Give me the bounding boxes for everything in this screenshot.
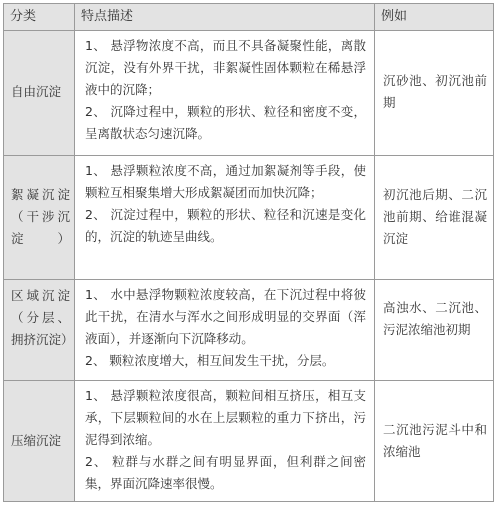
header-category: 分类 <box>4 4 75 30</box>
category-cell <box>4 31 75 155</box>
header-example: 例如 <box>375 4 493 30</box>
category-cell <box>4 280 75 380</box>
data-table <box>3 3 494 502</box>
description-point: 2、 粒群与水群之间有明显界面，但利群之间密集，界面沉降速率很慢。 <box>85 454 366 491</box>
description-text <box>85 385 366 495</box>
category-label: 压缩沉淀 <box>11 433 62 448</box>
example-text: 二沉池污泥斗中和浓缩池 <box>383 422 487 459</box>
description-text <box>85 35 366 145</box>
table-row <box>4 156 493 280</box>
category-cell <box>4 381 75 501</box>
example-text: 高浊水、二沉池、污泥浓缩池初期 <box>383 300 487 337</box>
example-cell <box>375 280 493 380</box>
header-description: 特点描述 <box>75 4 375 30</box>
example-text: 初沉池后期、二沉池前期、给谁混凝沉淀 <box>383 187 487 246</box>
description-point: 2、 颗粒浓度增大，相互间发生干扰，分层。 <box>85 353 335 368</box>
description-cell <box>75 381 375 501</box>
example-cell <box>375 156 493 279</box>
table-header-row <box>4 4 493 31</box>
example-text: 沉砂池、初沉池前期 <box>383 73 487 110</box>
description-point: 2、 沉淀过程中，颗粒的形状、粒径和沉速是变化的，沉淀的轨迹呈曲线。 <box>85 207 366 244</box>
category-label: 自由沉淀 <box>11 84 62 99</box>
description-cell <box>75 156 375 279</box>
category-label: 区域沉淀（分层、拥挤沉淀） <box>11 288 74 347</box>
category-cell <box>4 156 75 279</box>
description-text <box>85 284 366 372</box>
example-cell <box>375 381 493 501</box>
description-cell <box>75 31 375 155</box>
table-row <box>4 381 493 501</box>
description-cell <box>75 280 375 380</box>
description-point: 2、 沉降过程中，颗粒的形状、粒径和密度不变，呈离散状态匀速沉降。 <box>85 104 366 141</box>
table-row <box>4 280 493 381</box>
description-text <box>85 160 366 248</box>
description-point: 1、 悬浮物浓度不高，而且不具备凝聚性能，离散沉淀，没有外界干扰，非絮凝性固体颗粒在稀悬浮液中的沉降； <box>85 38 366 97</box>
table-row <box>4 31 493 156</box>
description-point: 1、 悬浮颗粒浓度不高，通过加絮凝剂等手段，使颗粒互相聚集增大形成絮凝团而加快沉降； <box>85 163 366 200</box>
category-label: 絮凝沉淀（干涉沉淀） <box>11 187 70 246</box>
description-point: 1、 水中悬浮物颗粒浓度较高，在下沉过程中将彼此干扰，在清水与浑水之间形成明显的交界面（浑液面），并逐渐向下沉降移动。 <box>85 287 366 346</box>
description-point: 1、 悬浮颗粒浓度很高，颗粒间相互挤压，相互支承，下层颗粒间的水在上层颗粒的重力下挤出，污泥得到浓缩。 <box>85 388 366 447</box>
example-cell <box>375 31 493 155</box>
